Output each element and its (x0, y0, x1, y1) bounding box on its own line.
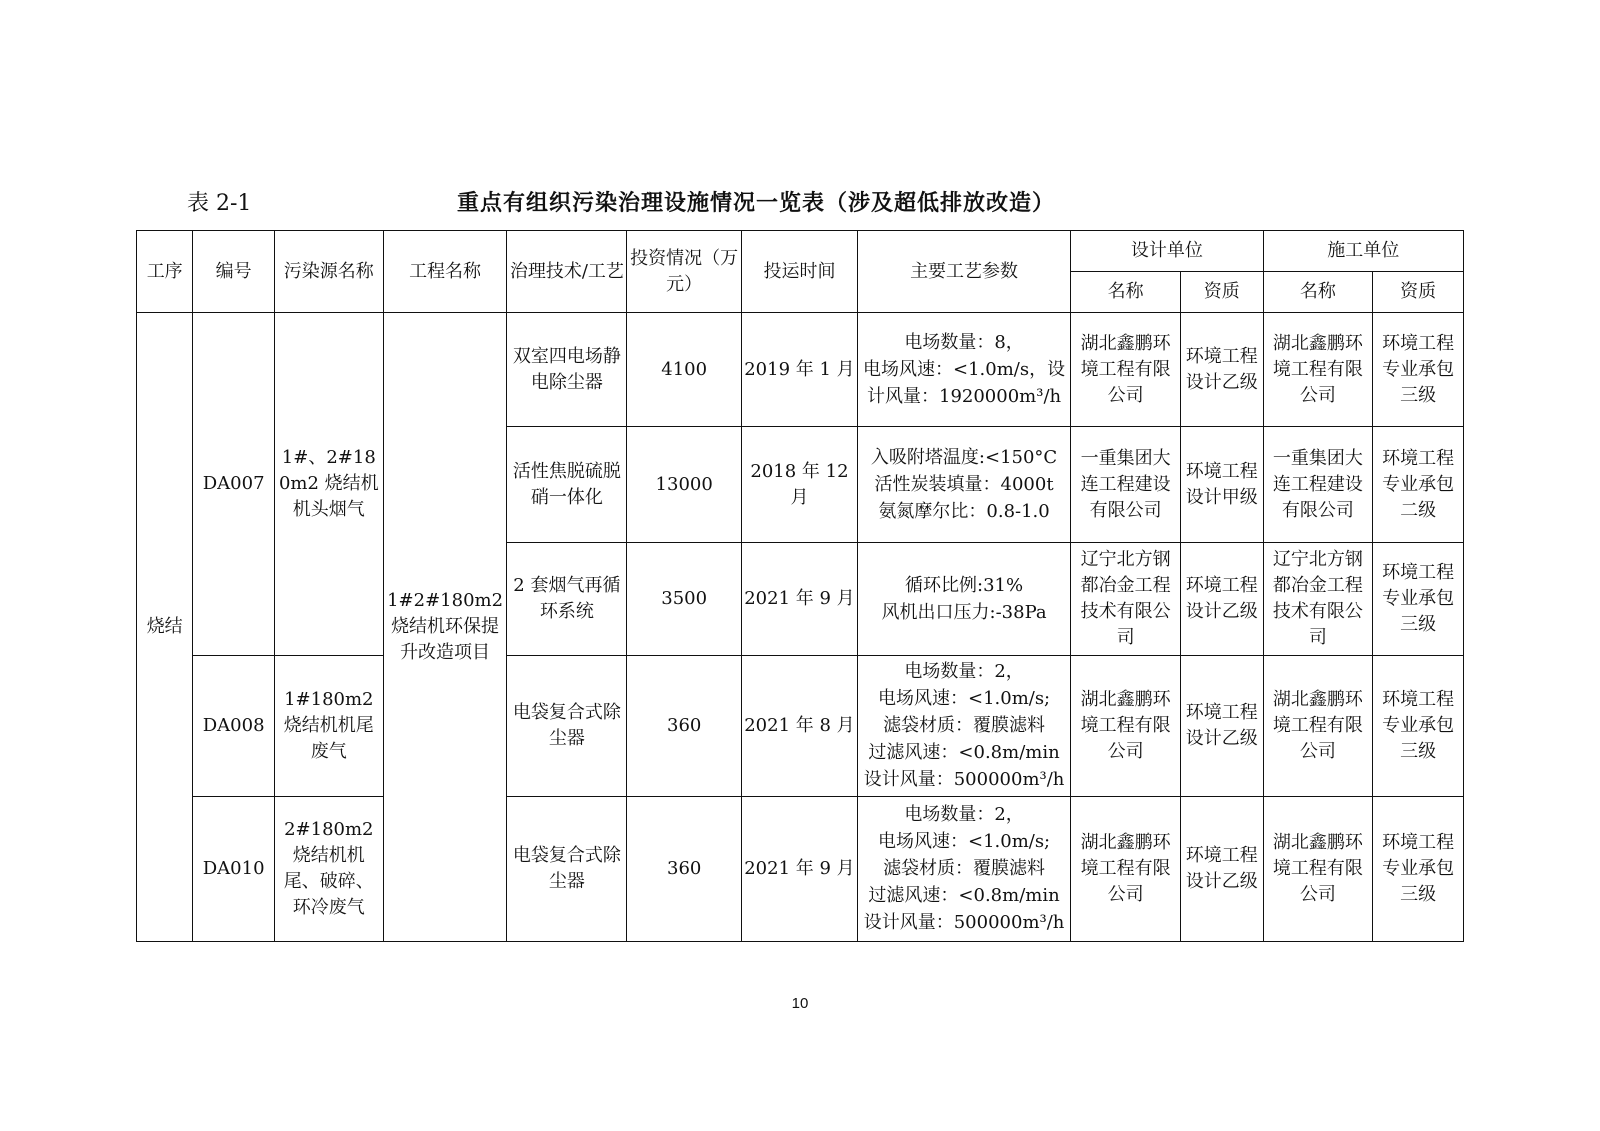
design-name-cell: 辽宁北方钢都冶金工程技术有限公司 (1071, 543, 1181, 655)
header-invest: 投资情况（万元） (627, 231, 742, 313)
code-cell: DA010 (193, 796, 275, 941)
header-design-name: 名称 (1071, 272, 1181, 313)
invest-cell: 3500 (627, 543, 742, 655)
table-row (137, 313, 1464, 427)
table-row (137, 655, 1464, 796)
source-cell: 2#180m2 烧结机机尾、破碎、环冷废气 (274, 796, 383, 941)
code-cell: DA007 (193, 313, 275, 655)
header-params: 主要工艺参数 (857, 231, 1070, 313)
build-name-cell: 一重集团大连工程建设有限公司 (1263, 427, 1373, 543)
param-line: 氨氮摩尔比：0.8-1.0 (878, 501, 1050, 523)
header-project: 工程名称 (383, 231, 507, 313)
build-name-cell: 湖北鑫鹏环境工程有限公司 (1263, 313, 1373, 427)
header-source: 污染源名称 (274, 231, 383, 313)
header-build-name: 名称 (1263, 272, 1373, 313)
params-cell (857, 543, 1070, 655)
param-line: 设计风量：500000m³/h (863, 912, 1065, 934)
build-qual-cell: 环境工程专业承包三级 (1373, 313, 1464, 427)
process-cell: 烧结 (137, 313, 193, 942)
param-line: 电场数量：8， (904, 332, 1024, 354)
tech-cell: 电袋复合式除尘器 (507, 796, 627, 941)
date-cell: 2021 年 9 月 (742, 796, 858, 941)
param-line: 电场风速：<1.0m/s; (877, 831, 1051, 853)
params-cell (857, 796, 1070, 941)
params-cell (857, 655, 1070, 796)
param-line: 风机出口压力:-38Pa (881, 601, 1047, 623)
param-line: 电场风速：<1.0m/s; (877, 688, 1051, 710)
header-design-qual: 资质 (1181, 272, 1264, 313)
table-title: 重点有组织污染治理设施情况一览表（涉及超低排放改造） (457, 190, 1056, 216)
tech-cell: 电袋复合式除尘器 (507, 655, 627, 796)
header-build-unit: 施工单位 (1263, 231, 1463, 272)
source-cell: 1#180m2 烧结机机尾废气 (274, 655, 383, 796)
invest-cell: 360 (627, 796, 742, 941)
date-cell: 2021 年 8 月 (742, 655, 858, 796)
param-line: 入吸附塔温度:<150°C (870, 447, 1058, 469)
design-qual-cell: 环境工程设计甲级 (1181, 427, 1264, 543)
param-line: 滤袋材质：覆膜滤料 (883, 858, 1046, 880)
invest-cell: 13000 (627, 427, 742, 543)
param-line: 过滤风速：<0.8m/min (868, 742, 1060, 764)
build-name-cell: 辽宁北方钢都冶金工程技术有限公司 (1263, 543, 1373, 655)
design-name-cell: 湖北鑫鹏环境工程有限公司 (1071, 655, 1181, 796)
table-caption (187, 186, 1447, 220)
params-cell (857, 313, 1070, 427)
design-name-cell: 湖北鑫鹏环境工程有限公司 (1071, 313, 1181, 427)
header-tech: 治理技术/工艺 (507, 231, 627, 313)
code-cell: DA008 (193, 655, 275, 796)
facilities-table (136, 230, 1464, 942)
param-line: 电场数量：2， (904, 804, 1024, 826)
invest-cell: 4100 (627, 313, 742, 427)
date-cell: 2018 年 12 月 (742, 427, 858, 543)
header-build-qual: 资质 (1373, 272, 1464, 313)
date-cell: 2019 年 1 月 (742, 313, 858, 427)
param-line: 电场风速：<1.0m/s，设计风量：1920000m³/h (863, 359, 1066, 408)
build-name-cell: 湖北鑫鹏环境工程有限公司 (1263, 655, 1373, 796)
build-qual-cell: 环境工程专业承包三级 (1373, 655, 1464, 796)
design-qual-cell: 环境工程设计乙级 (1181, 796, 1264, 941)
design-qual-cell: 环境工程设计乙级 (1181, 543, 1264, 655)
param-line: 滤袋材质：覆膜滤料 (883, 715, 1046, 737)
tech-cell: 活性焦脱硫脱硝一体化 (507, 427, 627, 543)
build-name-cell: 湖北鑫鹏环境工程有限公司 (1263, 796, 1373, 941)
design-name-cell: 湖北鑫鹏环境工程有限公司 (1071, 796, 1181, 941)
param-line: 设计风量：500000m³/h (863, 769, 1065, 791)
table-row (137, 796, 1464, 941)
design-qual-cell: 环境工程设计乙级 (1181, 313, 1264, 427)
header-code: 编号 (193, 231, 275, 313)
design-name-cell: 一重集团大连工程建设有限公司 (1071, 427, 1181, 543)
param-line: 循环比例:31% (905, 574, 1024, 596)
header-process: 工序 (137, 231, 193, 313)
header-date: 投运时间 (742, 231, 858, 313)
table-number: 表 2-1 (187, 191, 252, 216)
source-cell: 1#、2#180m2 烧结机机头烟气 (274, 313, 383, 655)
tech-cell: 2 套烟气再循环系统 (507, 543, 627, 655)
header-row-1 (137, 231, 1464, 272)
param-line: 过滤风速：<0.8m/min (868, 885, 1060, 907)
page-number: 10 (791, 995, 809, 1012)
project-cell: 1#2#180m2 烧结机环保提升改造项目 (383, 313, 507, 942)
build-qual-cell: 环境工程专业承包三级 (1373, 543, 1464, 655)
build-qual-cell: 环境工程专业承包三级 (1373, 796, 1464, 941)
tech-cell: 双室四电场静电除尘器 (507, 313, 627, 427)
date-cell: 2021 年 9 月 (742, 543, 858, 655)
invest-cell: 360 (627, 655, 742, 796)
build-qual-cell: 环境工程专业承包二级 (1373, 427, 1464, 543)
header-design-unit: 设计单位 (1071, 231, 1263, 272)
param-line: 电场数量：2， (904, 661, 1024, 683)
param-line: 活性炭装填量：4000t (874, 474, 1054, 496)
params-cell (857, 427, 1070, 543)
design-qual-cell: 环境工程设计乙级 (1181, 655, 1264, 796)
